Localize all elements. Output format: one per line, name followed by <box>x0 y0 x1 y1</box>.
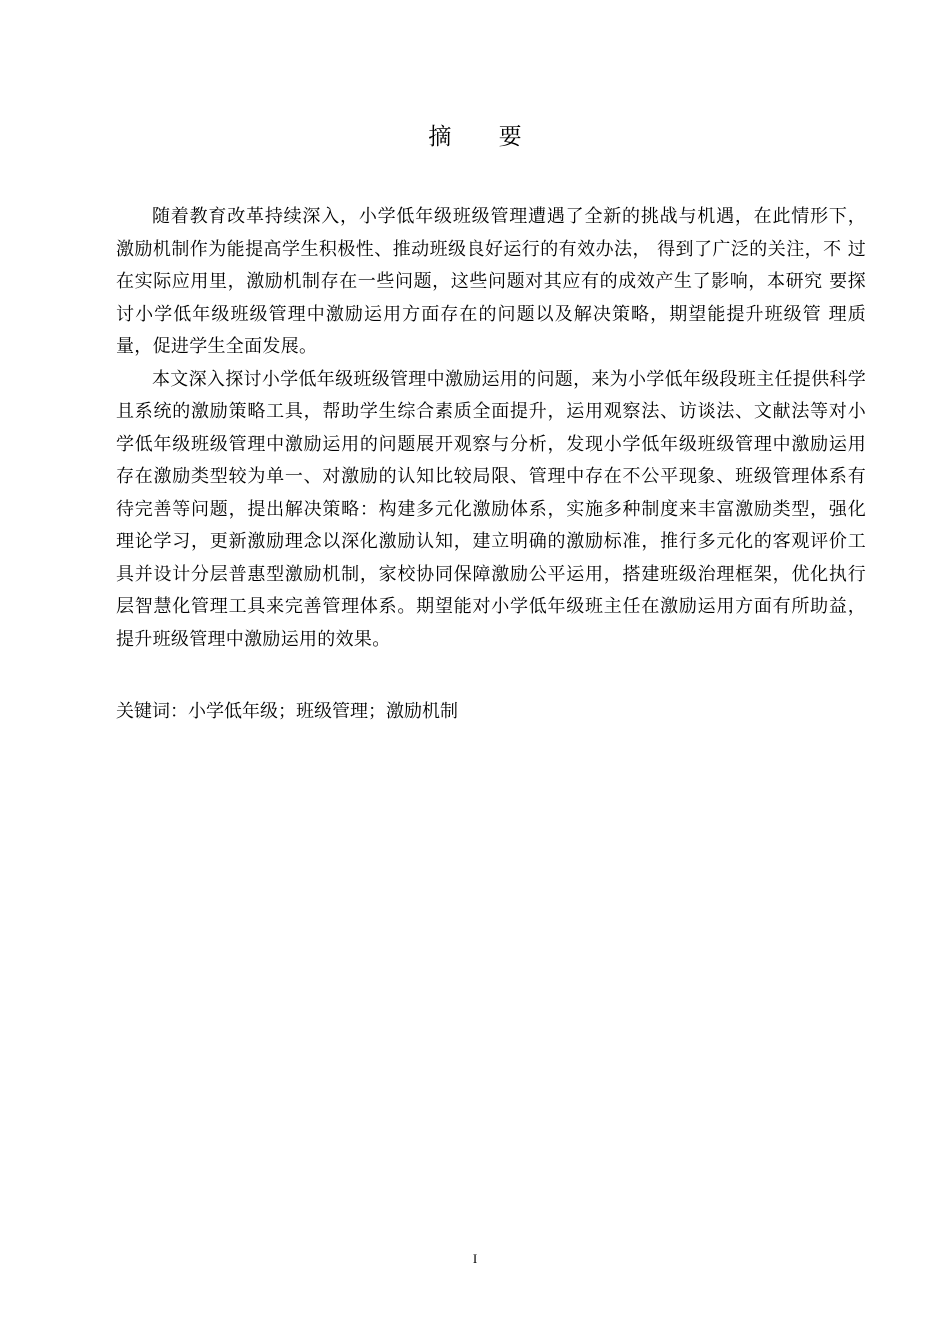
abstract-body <box>116 201 866 656</box>
abstract-title: 摘 要 <box>428 124 542 150</box>
keywords-label: 关键词： <box>116 701 188 722</box>
abstract-paragraph-2: 本文深入探讨小学低年级班级管理中激励运用的问题，来为小学低年级段班主任提供科学且系统的激励策略工具，帮助学生综合素质全面提升，运用观察法、访谈法、文献法等对小学低年级班级管理中激励运用的问题展开观察与分析，发现小学低年级班级管理中激励运用存在激励类型较为单一、对激励的认知比较局限、管理中存在不公平现象、班级管理体系有待完善等问题，提出解决策略：构建多元化激励体系，实施多种制度来丰富激励类型，强化理论学习，更新激励理念以深化激励认知，建立明确的激励标准，推行多元化的客观评价工具并设计分层普惠型激励机制，家校协同保障激励公平运用，搭建班级治理框架，优化执行层智慧化管理工具来完善管理体系。期望能对小学低年级班主任在激励运用方面有所助益，提升班级管理中激励运用的效果。 <box>116 368 866 650</box>
keywords-text: 小学低年级；班级管理；激励机制 <box>188 701 458 722</box>
keywords-line <box>116 698 866 726</box>
page-number: I <box>472 1251 478 1266</box>
abstract-paragraph-1: 随着教育改革持续深入，小学低年级班级管理遭遇了全新的挑战与机遇，在此情形下， 激励机制作为能提高学生积极性、推动班级良好运行的有效办法， 得到了广泛的关注，不 过在实际应用里，激励机制存在一些问题，这些问题对其应有的成效产生了影响，本研究 要探讨小学低年级班级管理中激励运用方面存在的问题以及解决策略，期望能提升班级管 理质量，促进学生全面发展。 <box>116 206 866 357</box>
